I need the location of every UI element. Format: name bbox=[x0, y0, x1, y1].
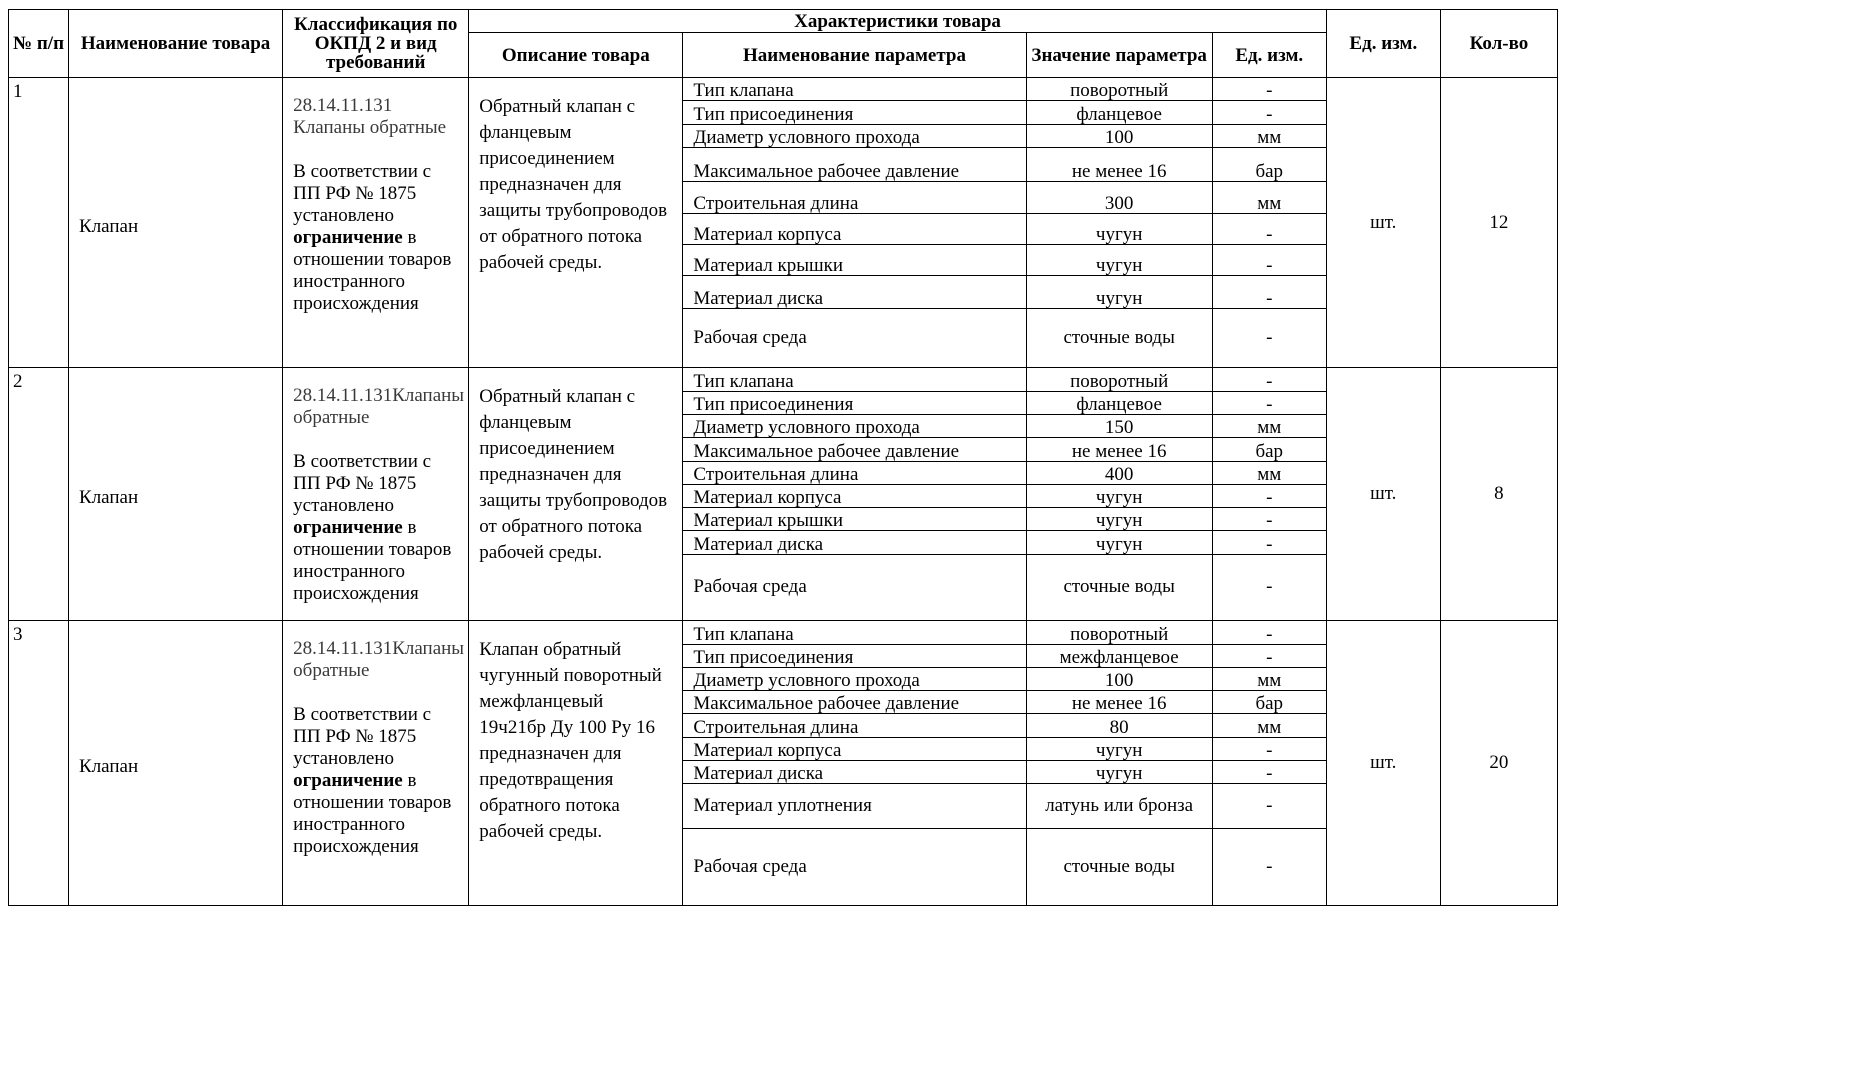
param-unit: - bbox=[1212, 78, 1326, 101]
param-unit: - bbox=[1212, 760, 1326, 783]
item-quantity: 12 bbox=[1440, 78, 1557, 368]
param-unit: - bbox=[1212, 828, 1326, 905]
param-value: фланцевое bbox=[1026, 101, 1212, 124]
header-name: Наименование товара bbox=[69, 10, 283, 78]
param-unit: - bbox=[1212, 621, 1326, 644]
okpd-code: 28.14.11.131 Клапаны обратные bbox=[293, 95, 447, 138]
param-unit: - bbox=[1212, 101, 1326, 124]
specification-table bbox=[8, 9, 1558, 906]
param-value: поворотный bbox=[1026, 78, 1212, 101]
requirement-bold: ограничение bbox=[293, 227, 403, 248]
param-name: Тип присоединения bbox=[683, 101, 1026, 124]
header-num: № п/п bbox=[9, 10, 69, 78]
param-value: сточные воды bbox=[1026, 308, 1212, 368]
item-classification bbox=[283, 78, 469, 368]
okpd-code: 28.14.11.131Клапаны обратные bbox=[293, 385, 465, 429]
param-name: Материал корпуса bbox=[683, 213, 1026, 244]
item-name: Клапан bbox=[69, 78, 283, 368]
param-unit: - bbox=[1212, 554, 1326, 621]
param-value: фланцевое bbox=[1026, 391, 1212, 414]
param-value: поворотный bbox=[1026, 368, 1212, 391]
param-name: Рабочая среда bbox=[683, 554, 1026, 621]
param-value: чугун bbox=[1026, 213, 1212, 244]
param-value: не менее 16 bbox=[1026, 438, 1212, 461]
param-name: Материал диска bbox=[683, 276, 1026, 308]
param-value: 100 bbox=[1026, 124, 1212, 147]
item-unit: шт. bbox=[1326, 621, 1440, 906]
param-value: чугун bbox=[1026, 531, 1212, 554]
param-unit: бар bbox=[1212, 691, 1326, 714]
param-value: не менее 16 bbox=[1026, 691, 1212, 714]
param-unit: - bbox=[1212, 484, 1326, 507]
table-body bbox=[9, 78, 1558, 906]
item-quantity: 8 bbox=[1440, 368, 1557, 621]
param-name: Максимальное рабочее давление bbox=[683, 691, 1026, 714]
param-unit: мм bbox=[1212, 182, 1326, 213]
requirement-before: В соответствии с ПП РФ № 1875 установлено bbox=[293, 451, 432, 517]
header-param-value: Значение параметра bbox=[1026, 33, 1212, 78]
param-value: 300 bbox=[1026, 182, 1212, 213]
param-name: Тип присоединения bbox=[683, 391, 1026, 414]
param-value: не менее 16 bbox=[1026, 147, 1212, 181]
header-description: Описание товара bbox=[469, 33, 683, 78]
param-unit: - bbox=[1212, 308, 1326, 368]
param-value: 80 bbox=[1026, 714, 1212, 737]
item-number: 2 bbox=[9, 368, 69, 621]
param-value: чугун bbox=[1026, 244, 1212, 275]
item-description: Клапан обратный чугунный поворотный межфланцевый 19ч21бр Ду 100 Ру 16 предназначен для предотвращения обратного потока рабочей среды. bbox=[469, 621, 683, 906]
param-unit: - bbox=[1212, 784, 1326, 829]
param-unit: мм bbox=[1212, 414, 1326, 437]
param-value: 400 bbox=[1026, 461, 1212, 484]
param-name: Тип клапана bbox=[683, 78, 1026, 101]
item-number: 3 bbox=[9, 621, 69, 906]
param-unit: мм bbox=[1212, 461, 1326, 484]
param-name: Материал корпуса bbox=[683, 484, 1026, 507]
param-value: чугун bbox=[1026, 484, 1212, 507]
param-name: Рабочая среда bbox=[683, 308, 1026, 368]
requirement-bold: ограничение bbox=[293, 517, 403, 539]
header-param-name: Наименование параметра bbox=[683, 33, 1026, 78]
requirement-after: в отношении товаров иностранного происхождения bbox=[293, 770, 452, 858]
requirement-before: В соответствии с ПП РФ № 1875 установлено bbox=[293, 161, 432, 226]
item-description: Обратный клапан с фланцевым присоединением предназначен для защиты трубопроводов от обратного потока рабочей среды. bbox=[469, 78, 683, 368]
param-name: Диаметр условного прохода bbox=[683, 414, 1026, 437]
param-name: Тип клапана bbox=[683, 368, 1026, 391]
param-value: межфланцевое bbox=[1026, 644, 1212, 667]
param-unit: - bbox=[1212, 508, 1326, 531]
param-unit: мм bbox=[1212, 124, 1326, 147]
spacer bbox=[293, 682, 460, 704]
param-unit: - bbox=[1212, 276, 1326, 308]
param-value: латунь или бронза bbox=[1026, 784, 1212, 829]
item-name: Клапан bbox=[69, 621, 283, 906]
item-classification bbox=[283, 621, 469, 906]
table-row bbox=[9, 621, 1558, 644]
param-name: Максимальное рабочее давление bbox=[683, 438, 1026, 461]
param-name: Материал корпуса bbox=[683, 737, 1026, 760]
param-name: Рабочая среда bbox=[683, 828, 1026, 905]
header-param-unit: Ед. изм. bbox=[1212, 33, 1326, 78]
param-unit: - bbox=[1212, 531, 1326, 554]
param-unit: - bbox=[1212, 644, 1326, 667]
requirement-text bbox=[293, 451, 460, 605]
param-name: Материал крышки bbox=[683, 244, 1026, 275]
spacer bbox=[293, 429, 460, 451]
param-value: 100 bbox=[1026, 667, 1212, 690]
param-name: Максимальное рабочее давление bbox=[683, 147, 1026, 181]
param-name: Диаметр условного прохода bbox=[683, 124, 1026, 147]
param-value: чугун bbox=[1026, 737, 1212, 760]
requirement-after: в отношении товаров иностранного происхождения bbox=[293, 227, 452, 314]
requirement-text bbox=[293, 704, 460, 858]
param-unit: - bbox=[1212, 737, 1326, 760]
table-row bbox=[9, 78, 1558, 101]
table-row bbox=[9, 368, 1558, 391]
param-value: сточные воды bbox=[1026, 828, 1212, 905]
param-name: Строительная длина bbox=[683, 182, 1026, 213]
param-unit: бар bbox=[1212, 147, 1326, 181]
param-name: Материал крышки bbox=[683, 508, 1026, 531]
param-value: чугун bbox=[1026, 276, 1212, 308]
item-description: Обратный клапан с фланцевым присоединением предназначен для защиты трубопроводов от обратного потока рабочей среды. bbox=[469, 368, 683, 621]
param-value: сточные воды bbox=[1026, 554, 1212, 621]
requirement-before: В соответствии с ПП РФ № 1875 установлено bbox=[293, 704, 432, 770]
param-name: Диаметр условного прохода bbox=[683, 667, 1026, 690]
param-value: поворотный bbox=[1026, 621, 1212, 644]
param-unit: - bbox=[1212, 244, 1326, 275]
header-classification: Классификация по ОКПД 2 и вид требований bbox=[283, 10, 469, 78]
okpd-code: 28.14.11.131Клапаны обратные bbox=[293, 638, 465, 682]
param-name: Строительная длина bbox=[683, 461, 1026, 484]
spacer bbox=[293, 139, 460, 161]
param-unit: мм bbox=[1212, 667, 1326, 690]
param-name: Материал диска bbox=[683, 760, 1026, 783]
requirement-text bbox=[293, 161, 460, 315]
item-number: 1 bbox=[9, 78, 69, 368]
param-unit: бар bbox=[1212, 438, 1326, 461]
item-unit: шт. bbox=[1326, 78, 1440, 368]
param-unit: - bbox=[1212, 391, 1326, 414]
header-unit: Ед. изм. bbox=[1326, 10, 1440, 78]
header-qty: Кол-во bbox=[1440, 10, 1557, 78]
header-characteristics: Характеристики товара bbox=[469, 10, 1327, 33]
param-unit: - bbox=[1212, 213, 1326, 244]
param-name: Тип клапана bbox=[683, 621, 1026, 644]
param-value: чугун bbox=[1026, 508, 1212, 531]
param-value: 150 bbox=[1026, 414, 1212, 437]
requirement-after: в отношении товаров иностранного происхождения bbox=[293, 517, 452, 605]
requirement-bold: ограничение bbox=[293, 770, 403, 792]
param-name: Материал уплотнения bbox=[683, 784, 1026, 829]
param-unit: - bbox=[1212, 368, 1326, 391]
param-unit: мм bbox=[1212, 714, 1326, 737]
item-unit: шт. bbox=[1326, 368, 1440, 621]
item-classification bbox=[283, 368, 469, 621]
param-value: чугун bbox=[1026, 760, 1212, 783]
param-name: Строительная длина bbox=[683, 714, 1026, 737]
item-quantity: 20 bbox=[1440, 621, 1557, 906]
item-name: Клапан bbox=[69, 368, 283, 621]
param-name: Тип присоединения bbox=[683, 644, 1026, 667]
param-name: Материал диска bbox=[683, 531, 1026, 554]
